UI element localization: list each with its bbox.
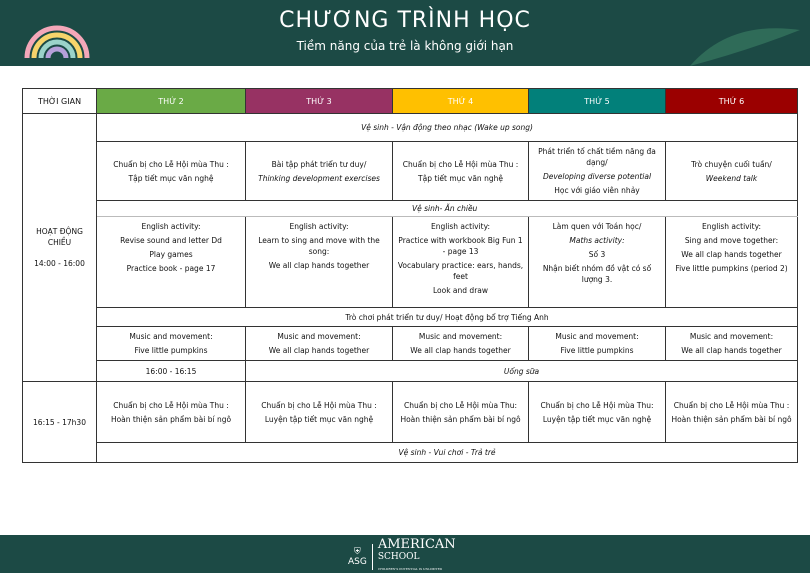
music-title: Music and movement:	[129, 332, 213, 341]
music-cell	[666, 327, 798, 361]
late-activity-cell	[393, 382, 529, 443]
activity-title: Phát triển tố chất tiềm năng đa dạng/	[538, 147, 656, 167]
late-activity-cell	[246, 382, 393, 443]
snack-row: Vệ sinh- Ăn chiều	[97, 201, 798, 217]
music-cell	[97, 327, 246, 361]
header-time: THỜI GIAN	[23, 89, 97, 114]
activity-title: Làm quen với Toán học/	[552, 222, 642, 231]
activity-line: We all clap hands together	[681, 250, 782, 259]
asg-crest-icon: ⛨ ASG	[348, 547, 367, 567]
activity-title: Bài tập phát triển tư duy/	[271, 159, 367, 169]
header-thu4: THỨ 4	[393, 89, 529, 114]
milk-time: 16:00 - 16:15	[97, 361, 246, 382]
page-subtitle: Tiềm năng của trẻ là không giới hạn	[296, 39, 514, 53]
activity-cell	[97, 142, 246, 201]
header-thu6: THỨ 6	[666, 89, 798, 114]
activity-line: Nhận biết nhóm đồ vật có số lượng 3.	[542, 264, 652, 284]
activity-line: Play games	[149, 250, 193, 259]
music-song: Five little pumpkins	[134, 346, 208, 355]
activity-line: We all clap hands together	[268, 261, 370, 270]
activity-title: Chuẩn bị cho Lễ Hội mùa Thu :	[402, 159, 519, 169]
late-time: 16:15 - 17h30	[23, 382, 97, 463]
english-cell	[529, 217, 666, 308]
activity-title: English activity:	[701, 222, 762, 231]
music-cell	[393, 327, 529, 361]
english-cell	[393, 217, 529, 308]
activity-title: English activity:	[289, 222, 349, 231]
activity-title: Chuẩn bị cho Lễ Hội mùa Thu :	[673, 400, 790, 410]
activity-line: Số 3	[588, 250, 606, 259]
music-cell	[246, 327, 393, 361]
activity-line: Learn to sing and move with the song:	[258, 236, 380, 256]
activity-title: Chuẩn bị cho Lễ Hội mùa Thu:	[540, 400, 654, 410]
english-cell	[246, 217, 393, 308]
activity-subtitle: Developing diverse potential	[542, 172, 652, 181]
activity-detail: Thinking development exercises	[258, 173, 380, 183]
activity-line: Look and draw	[432, 286, 489, 295]
activity-line: Sing and move together:	[684, 236, 779, 245]
activity-detail: Tập tiết mục văn nghệ	[418, 173, 503, 183]
activity-line: Vocabulary practice: ears, hands, feet	[397, 261, 524, 281]
activity-detail: Hoàn thiện sản phẩm bài bí ngô	[671, 414, 792, 424]
activity-cell	[666, 142, 798, 201]
activity-cell	[246, 142, 393, 201]
activity-line: Practice book - page 17	[126, 264, 216, 273]
music-song: We all clap hands together	[268, 346, 370, 355]
leaf-decoration-icon	[690, 20, 800, 66]
activity-title: Chuẩn bị cho Lễ Hội mùa Thu:	[403, 400, 518, 410]
school-logo: ⛨ ASG AMERICAN SCHOOL CHILDREN'S POTENTIAL IS UNLIMITED	[348, 537, 456, 571]
wake-row: Vệ sinh - Vận động theo nhạc (Wake up song)	[97, 114, 798, 142]
rainbow-icon	[22, 2, 92, 58]
page-title: CHƯƠNG TRÌNH HỌC	[279, 8, 531, 33]
milk-row: Uống sữa	[246, 361, 798, 382]
activity-subtitle: Maths activity:	[569, 236, 625, 245]
activity-title: Chuẩn bị cho Lễ Hội mùa Thu :	[113, 159, 229, 169]
activity-detail: Học với giáo viên nhảy	[554, 186, 640, 195]
activity-detail: Weekend talk	[705, 173, 758, 183]
afternoon-label: HOẠT ĐỘNG CHIỀU	[36, 227, 83, 247]
header-thu2: THỨ 2	[97, 89, 246, 114]
activity-title: Chuẩn bị cho Lễ Hội mùa Thu :	[113, 400, 229, 410]
music-title: Music and movement:	[418, 332, 503, 341]
english-cell	[666, 217, 798, 308]
late-activity-cell	[97, 382, 246, 443]
activity-title: Chuẩn bị cho Lễ Hội mùa Thu :	[261, 400, 377, 410]
late-activity-cell	[666, 382, 798, 443]
activity-detail: Hoàn thiện sản phẩm bài bí ngô	[110, 414, 232, 424]
activity-cell	[529, 142, 666, 201]
music-title: Music and movement:	[555, 332, 639, 341]
activity-line: Five little pumpkins (period 2)	[675, 264, 788, 273]
english-cell	[97, 217, 246, 308]
activity-detail: Luyện tập tiết mục văn nghệ	[264, 414, 374, 424]
music-song: Five little pumpkins	[560, 346, 634, 355]
header-thu5: THỨ 5	[529, 89, 666, 114]
activity-line: Revise sound and letter Dd	[120, 236, 222, 245]
activity-title: English activity:	[141, 222, 201, 231]
games-row: Trò chơi phát triển tư duy/ Hoạt động bổ trợ Tiếng Anh	[97, 308, 798, 327]
activity-detail: Hoàn thiện sản phẩm bài bí ngô	[400, 414, 521, 424]
activity-detail: Luyện tập tiết mục văn nghệ	[542, 414, 652, 424]
page-header	[0, 0, 810, 66]
schedule-table	[22, 88, 798, 463]
activity-line: Practice with workbook Big Fun 1 - page 13	[398, 236, 523, 256]
afternoon-time: 14:00 - 16:00	[34, 259, 85, 268]
music-title: Music and movement:	[277, 332, 361, 341]
late-activity-cell	[529, 382, 666, 443]
activity-detail: Tập tiết mục văn nghệ	[128, 173, 214, 183]
page-footer	[0, 535, 810, 573]
music-song: We all clap hands together	[681, 346, 782, 355]
activity-title: Trò chuyện cuối tuần/	[691, 159, 772, 169]
header-thu3: THỨ 3	[246, 89, 393, 114]
music-song: We all clap hands together	[410, 346, 511, 355]
music-title: Music and movement:	[689, 332, 774, 341]
activity-cell	[393, 142, 529, 201]
music-cell	[529, 327, 666, 361]
activity-title: English activity:	[430, 222, 491, 231]
afternoon-time-cell	[23, 114, 97, 382]
end-row: Vệ sinh - Vui chơi - Trả trẻ	[97, 443, 798, 463]
